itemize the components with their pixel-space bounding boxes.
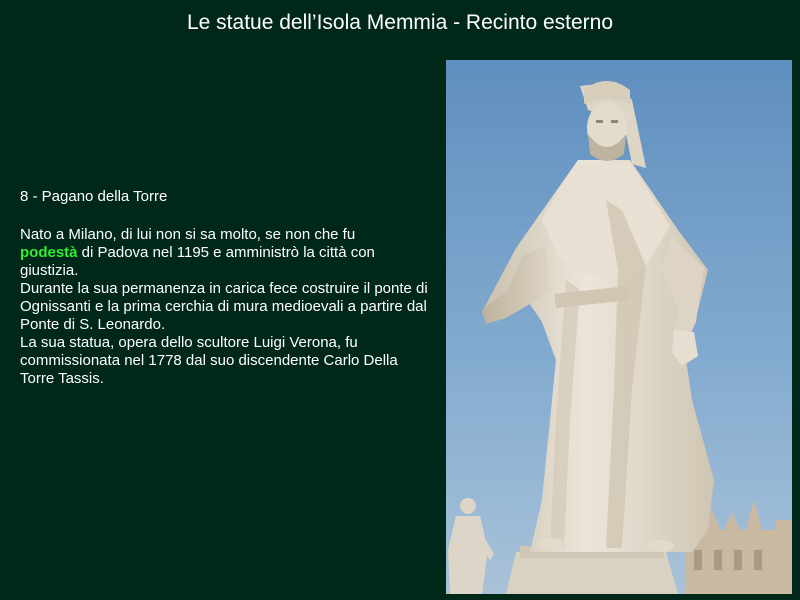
statue-caption: 8 - Pagano della Torre <box>20 188 168 205</box>
slide-title: Le statue dell’Isola Memmia - Recinto esterno <box>186 11 614 34</box>
highlight-term: podestà <box>20 244 78 261</box>
paragraph-origin-start: Nato a Milano, di lui non si sa molto, se non che fu <box>20 226 356 243</box>
description-text <box>20 226 435 388</box>
paragraph-statue: La sua statua, opera dello scultore Luigi Verona, fu commissionata nel 1778 dal suo discendente Carlo Della Torre Tassis. <box>20 334 398 387</box>
paragraph-works: Durante la sua permanenza in carica fece costruire il ponte di Ognissanti e la prima cerchia di mura medioevali a partire dal Ponte di S. Leonardo. <box>20 280 428 333</box>
paragraph-origin <box>20 226 435 280</box>
statue-photo <box>446 60 792 594</box>
paragraph-origin-end: di Padova nel 1195 e amministrò la città con giustizia. <box>20 244 375 279</box>
pedestal <box>506 552 678 594</box>
